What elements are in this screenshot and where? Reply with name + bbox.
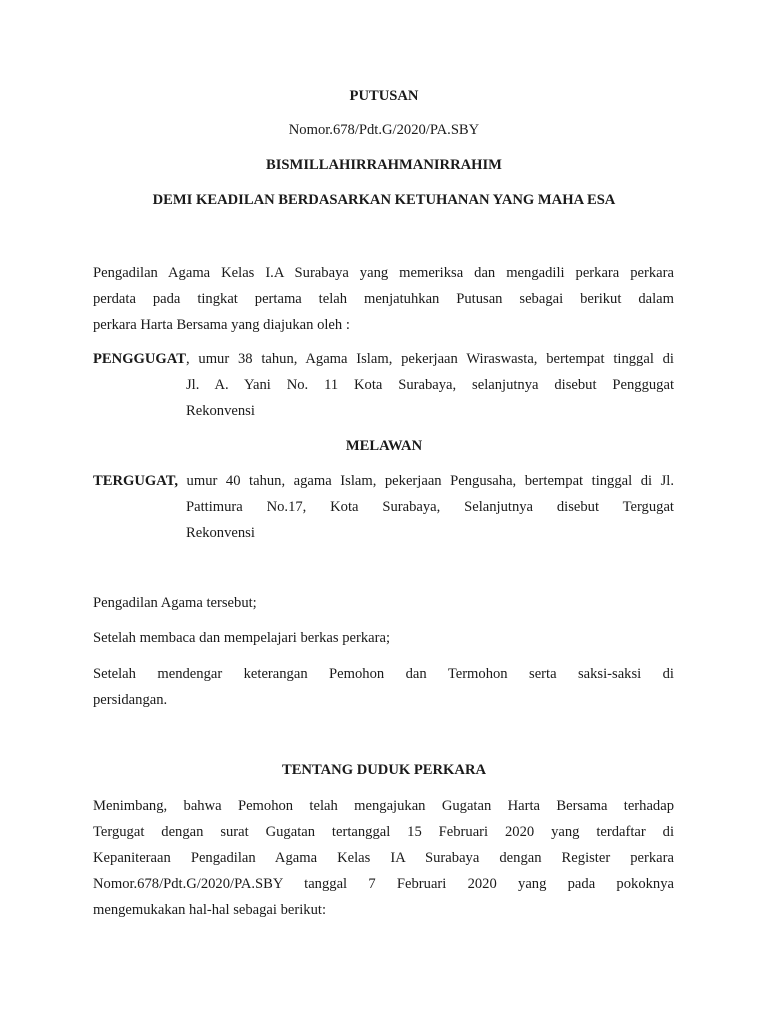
penggugat-first-line [93,349,674,369]
section-line: Nomor.678/Pdt.G/2020/PA.SBY tanggal 7 Februari 2020 yang pada pokoknya [93,876,674,892]
penggugat-line: Jl. A. Yani No. 11 Kota Surabaya, selanjutnya disebut Penggugat [186,377,674,393]
tergugat-line: Pattimura No.17, Kota Surabaya, Selanjutnya disebut Tergugat [186,499,674,515]
section-line: mengemukakan hal-hal sebagai berikut: [93,902,327,918]
justice-heading: DEMI KEADILAN BERDASARKAN KETUHANAN YANG MAHA ESA [152,192,616,208]
section-heading: TENTANG DUDUK PERKARA [281,762,487,778]
tergugat-label: TERGUGAT, [93,473,179,489]
bismillah-heading: BISMILLAHIRRAHMANIRRAHIM [266,157,502,173]
consideration-line: persidangan. [93,692,168,708]
section-line: Menimbang, bahwa Pemohon telah mengajukan Gugatan Harta Bersama terhadap [93,798,674,814]
tergugat-details: umur 40 tahun, agama Islam, pekerjaan Pengusaha, bertempat tinggal di Jl. [178,473,674,489]
penggugat-label: PENGGUGAT [93,351,186,367]
section-line: Kepaniteraan Pengadilan Agama Kelas IA Surabaya dengan Register perkara [93,850,674,866]
document-title: PUTUSAN [349,88,419,104]
tergugat-first-line [93,471,674,491]
penggugat-line: Rekonvensi [186,403,255,419]
intro-line: Pengadilan Agama Kelas I.A Surabaya yang memeriksa dan mengadili perkara perkara [93,265,674,281]
penggugat-details: , umur 38 tahun, Agama Islam, pekerjaan Wiraswasta, bertempat tinggal di [185,351,674,367]
consideration-line: Setelah mendengar keterangan Pemohon dan Termohon serta saksi-saksi di [93,666,674,682]
case-number: Nomor.678/Pdt.G/2020/PA.SBY [288,122,480,138]
consideration-line: Pengadilan Agama tersebut; [93,595,257,611]
consideration-line: Setelah membaca dan mempelajari berkas perkara; [93,630,390,646]
tergugat-line: Rekonvensi [186,525,255,541]
section-line: Tergugat dengan surat Gugatan tertanggal 15 Februari 2020 yang terdaftar di [93,824,674,840]
intro-line: perdata pada tingkat pertama telah menjatuhkan Putusan sebagai berikut dalam [93,291,674,307]
melawan-heading: MELAWAN [345,438,423,454]
intro-line: perkara Harta Bersama yang diajukan oleh : [93,317,350,333]
